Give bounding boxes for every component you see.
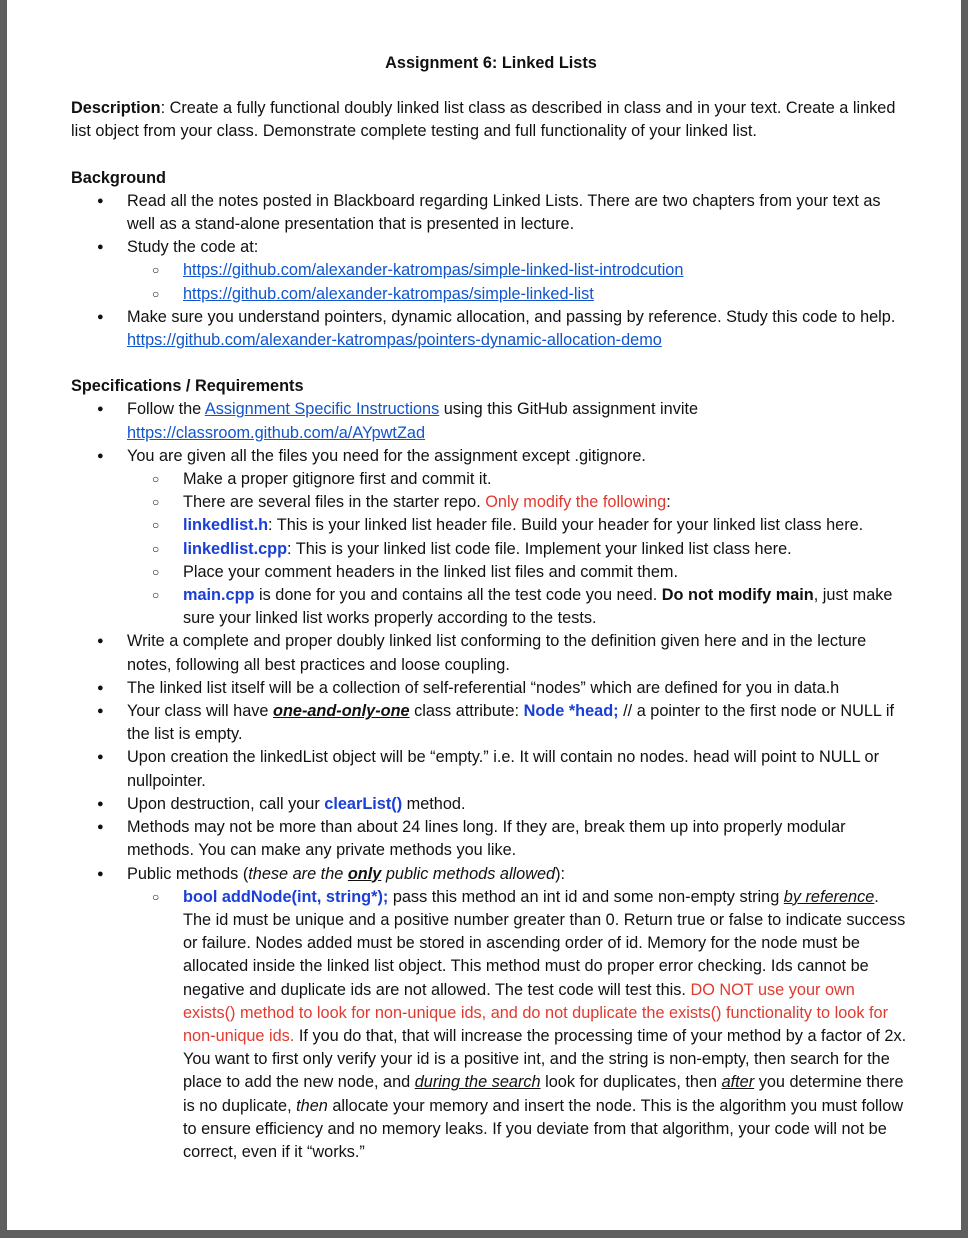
link-pointers-demo[interactable]: https://github.com/alexander-katrompas/pointers-dynamic-allocation-demo: [127, 331, 662, 350]
list-item: [71, 306, 911, 352]
public-methods-list: [71, 886, 911, 1164]
specs-list: [71, 398, 911, 1164]
description-text: : Create a fully functional doubly linked list class as described in class and in your text. Create a linked list object from your class. Demonstrate complete testing and full functionality of your linked list.: [71, 99, 896, 141]
list-item: ● The linked list itself will be a collection of self-referential “nodes” which are defined for you in data.h: [71, 677, 911, 700]
list-item: ○ main.cpp is done for you and contains all the test code you need. Do not modify main, just make sure your linked list works properly according to the tests.: [127, 584, 911, 630]
specs-heading: Specifications / Requirements: [71, 377, 304, 396]
background-list: [71, 190, 911, 352]
red-note: Only modify the following: [485, 493, 667, 512]
list-item: ● Methods may not be more than about 24 lines long. If they are, break them up into properly modular methods. You can make any private methods you like.: [71, 816, 911, 862]
description-label: Description: [71, 99, 161, 118]
list-item: [127, 283, 911, 306]
list-item: ○ linkedlist.h: This is your linked list header file. Build your header for your linked list class here.: [127, 514, 911, 537]
code-snippet: clearList(): [324, 794, 403, 813]
list-item: ● Your class will have one-and-only-one class attribute: Node *head; // a pointer to the first node or NULL if the list is empty.: [71, 700, 911, 746]
list-item: ● Public methods (these are the only public methods allowed): ○ bool addNode(int, string*); pass this method an int id and some non-empty string by reference. The id must be unique and a positive number greater than 0. Return true or false to indicate success or failure. Nodes added must be stored in ascending order of id. Memory for the node must be allocated inside the linked list object. This method must do proper error checking. Ids cannot be negative and duplicate ids are not allowed. The test code will test this. DO NOT use your own exists() method to look for non-unique ids, and do not duplicate the exists() functionality to look for non-unique ids. If you do that, that will increase the processing time of your method by a factor of 2x. You want to first only verify your id is a positive int, and the string is non-empty, then search for the place to add the new node, and during the search look for duplicates, then after you determine there is no duplicate, then allocate your memory and insert the node. This is the algorithm you must follow to ensure efficiency and no memory leaks. If you deviate from that algorithm, your code will not be correct, even if it “works.”: [71, 863, 911, 1165]
description-paragraph: [71, 97, 911, 143]
list-item: ○ Make a proper gitignore first and commit it.: [127, 468, 911, 491]
document-title: Assignment 6: Linked Lists: [385, 54, 597, 72]
list-item-text: Study the code at:: [127, 238, 259, 257]
study-links-list: [71, 259, 911, 305]
list-item: ● Follow the Assignment Specific Instructions using this GitHub assignment invite https://classroom.github.com/a/AYpwtZad: [71, 398, 911, 444]
link-instructions[interactable]: Assignment Specific Instructions: [204, 400, 440, 419]
list-item: [127, 259, 911, 282]
list-item: ● Upon creation the linkedList object will be “empty.” i.e. It will contain no nodes. head will point to NULL or nullpointer.: [71, 746, 911, 792]
specs-section: [71, 375, 911, 1164]
list-item: ○ linkedlist.cpp: This is your linked list code file. Implement your linked list class here.: [127, 538, 911, 561]
document-page: [71, 52, 911, 1164]
list-item: ○ There are several files in the starter repo. Only modify the following:: [127, 491, 911, 514]
list-item-text: Read all the notes posted in Blackboard regarding Linked Lists. There are two chapters from your text as well as a stand-alone presentation that is presented in lecture.: [127, 191, 881, 234]
file-name: linkedlist.h: [183, 516, 269, 535]
list-item: ● Upon destruction, call your clearList() method.: [71, 793, 911, 816]
list-item: ○ Place your comment headers in the linked list files and commit them.: [127, 561, 911, 584]
list-item: ● You are given all the files you need for the assignment except .gitignore. ○ Make a proper gitignore first and commit it. ○ There are several files in the starter repo. Only modify the following: ○ linkedlist.h: This is your linked list header file. Build your header for your linked list class here. ○ linkedlist.cpp: This is your linked list code file. Implement your linked list class here. ○ Place your comment headers in the linked list files and commit them. ○ main.cpp is done for you and contains all the test code you need. Do not modify main, just make sure your linked list works properly according to the tests.: [71, 445, 911, 631]
background-heading: Background: [71, 168, 166, 187]
files-list: [71, 468, 911, 630]
red-note: DO NOT use your own exists() method to look for non-unique ids, and do not duplicate the exists() functionality to look for non-unique ids.: [183, 980, 888, 1045]
link-simple-repo[interactable]: https://github.com/alexander-katrompas/simple-linked-list: [183, 284, 594, 303]
code-snippet: bool addNode(int, string*);: [183, 887, 389, 906]
list-item: ● Write a complete and proper doubly linked list conforming to the definition given here and in the lecture notes, following all best practices and loose coupling.: [71, 630, 911, 676]
file-name: main.cpp: [183, 586, 255, 605]
background-section: [71, 167, 911, 353]
list-item: ○ bool addNode(int, string*); pass this method an int id and some non-empty string by reference. The id must be unique and a positive number greater than 0. Return true or false to indicate success or failure. Nodes added must be stored in ascending order of id. Memory for the node must be allocated inside the linked list object. This method must do proper error checking. Ids cannot be negative and duplicate ids are not allowed. The test code will test this. DO NOT use your own exists() method to look for non-unique ids, and do not duplicate the exists() functionality to look for non-unique ids. If you do that, that will increase the processing time of your method by a factor of 2x. You want to first only verify your id is a positive int, and the string is non-empty, then search for the place to add the new node, and during the search look for duplicates, then after you determine there is no duplicate, then allocate your memory and insert the node. This is the algorithm you must follow to ensure efficiency and no memory leaks. If you deviate from that algorithm, your code will not be correct, even if it “works.”: [127, 886, 911, 1164]
file-name: linkedlist.cpp: [183, 539, 288, 558]
list-item: [71, 190, 911, 236]
link-intro-repo[interactable]: https://github.com/alexander-katrompas/simple-linked-list-introdcution: [183, 261, 684, 280]
list-item-text: Make sure you understand pointers, dynamic allocation, and passing by reference. Study this code to help.: [127, 307, 896, 326]
list-item: [71, 236, 911, 306]
code-snippet: Node *head;: [523, 702, 619, 721]
link-classroom-invite[interactable]: https://classroom.github.com/a/AYpwtZad: [127, 423, 426, 442]
